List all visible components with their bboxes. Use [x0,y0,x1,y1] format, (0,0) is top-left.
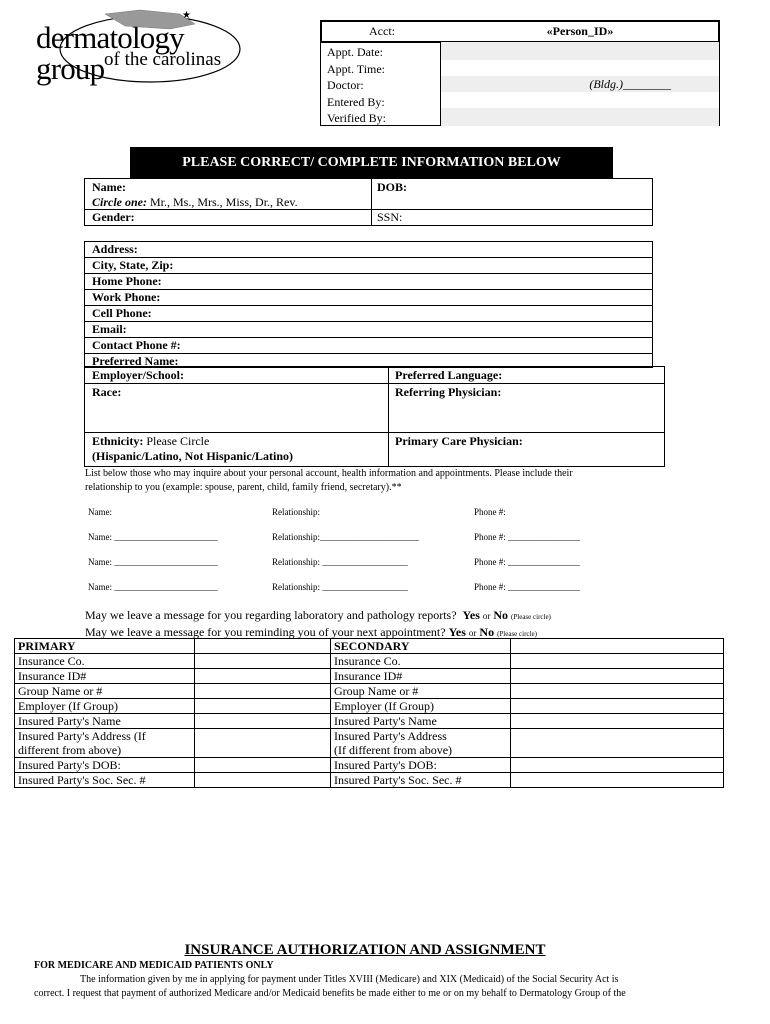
authorization-text-line2: correct. I request that payment of authorized Medicare and/or Medicaid benefits be made either to me or on my behalf to Dermatology Group of the [34,988,626,999]
no-option[interactable]: No [479,625,495,639]
secondary-header: SECONDARY [331,639,511,654]
logo [30,4,245,84]
personal-info-box [84,178,653,226]
ssn-label: SSN: [377,210,403,224]
address-label: Address: [85,242,652,258]
table-row: Insurance Co. Insurance Co. [15,654,724,669]
account-box [320,20,720,126]
no-option[interactable]: No [493,608,509,622]
logo-text-line1: dermatology group [36,20,184,86]
table-row: Insurance ID# Insurance ID# [15,669,724,684]
list-item[interactable]: Name: _______________________ Relationship: ___________________ Phone #: ________________ [88,557,581,567]
pcp-label: Primary Care Physician: [395,434,523,448]
title-options[interactable]: Mr., Ms., Mrs., Miss, Dr., Rev. [147,195,298,209]
gender-label: Gender: [92,210,135,224]
list-item[interactable]: Name: _______________________ Relationship:______________________ Phone #: ________________ [88,532,581,542]
primary-header: PRIMARY [15,639,195,654]
work-phone-label: Work Phone: [85,290,652,306]
correct-info-banner: PLEASE CORRECT/ COMPLETE INFORMATION BELOW [130,147,613,179]
logo-text-line2: of the carolinas [104,49,222,70]
appt-date-label: Appt. Date: [327,45,383,59]
name-label: Name: [92,180,126,194]
doctor-label: Doctor: [327,78,364,92]
authorization-title: INSURANCE AUTHORIZATION AND ASSIGNMENT [184,942,546,958]
insurance-table [14,638,724,788]
table-row: Insured Party's Soc. Sec. # Insured Party's Soc. Sec. # [15,773,724,788]
list-item[interactable]: Name: _______________________ Relationship: ___________________ Phone #: ________________ [88,582,581,592]
please-circle-note: Please Circle [143,434,210,448]
table-row: Insured Party's Name Insured Party's Name [15,714,724,729]
appt-time-label: Appt. Time: [327,61,386,76]
ethnicity-label: Ethnicity: [92,434,144,448]
cell-phone-label: Cell Phone: [85,306,652,322]
referring-physician-label: Referring Physician: [395,385,502,399]
inquire-list [88,507,648,607]
message-questions [85,608,551,642]
contact-info-box [84,241,653,368]
city-state-zip-label: City, State, Zip: [85,258,652,274]
preferred-name-label: Preferred Name: [92,354,179,368]
lab-message-question: May we leave a message for you regarding laboratory and pathology reports? Yes or No (Please circle) [85,608,551,622]
table-row [15,639,724,654]
dob-label: DOB: [377,180,407,194]
acct-label: Acct: [369,24,395,38]
table-row: Insured Party's DOB: Insured Party's DOB: [15,758,724,773]
svg-text:★: ★ [182,10,191,21]
race-label: Race: [92,385,122,399]
yes-option[interactable]: Yes [448,625,466,639]
verified-by-label: Verified By: [327,111,386,125]
language-label: Preferred Language: [395,368,503,382]
table-row: Employer (If Group) Employer (If Group) [15,699,724,714]
authorization-subtitle: FOR MEDICARE AND MEDICAID PATIENTS ONLY [34,960,274,971]
inquire-instructions: List below those who may inquire about your personal account, health information and appointments. Please include their relationship to you (example: spouse, parent, child, family friend, secretary).** [85,468,573,493]
contact-phone-label: Contact Phone #: [85,338,652,354]
appointment-message-question: May we leave a message for you reminding you of your next appointment? Yes or No (Please circle) [85,625,537,639]
table-row: Group Name or # Group Name or # [15,684,724,699]
bldg-field[interactable]: (Bldg.)________ [441,76,719,92]
entered-by-label: Entered By: [327,94,385,109]
circle-one-label: Circle one: [92,195,147,209]
authorization-text-line1: The information given by me in applying for payment under Titles XVIII (Medicare) and XIX (Medicaid) of the Social Security Act is [80,974,619,985]
person-id-field: «Person_ID» [546,24,614,38]
email-label: Email: [85,322,652,338]
list-item[interactable]: Name: Relationship: Phone #: [88,507,506,517]
table-row: Insured Party's Address (If different from above) Insured Party's Address (If different from above) [15,729,724,758]
home-phone-label: Home Phone: [85,274,652,290]
yes-option[interactable]: Yes [462,608,480,622]
demographics-box [84,366,665,467]
employer-label: Employer/School: [92,368,184,382]
ethnicity-options[interactable]: (Hispanic/Latino, Not Hispanic/Latino) [92,449,294,463]
